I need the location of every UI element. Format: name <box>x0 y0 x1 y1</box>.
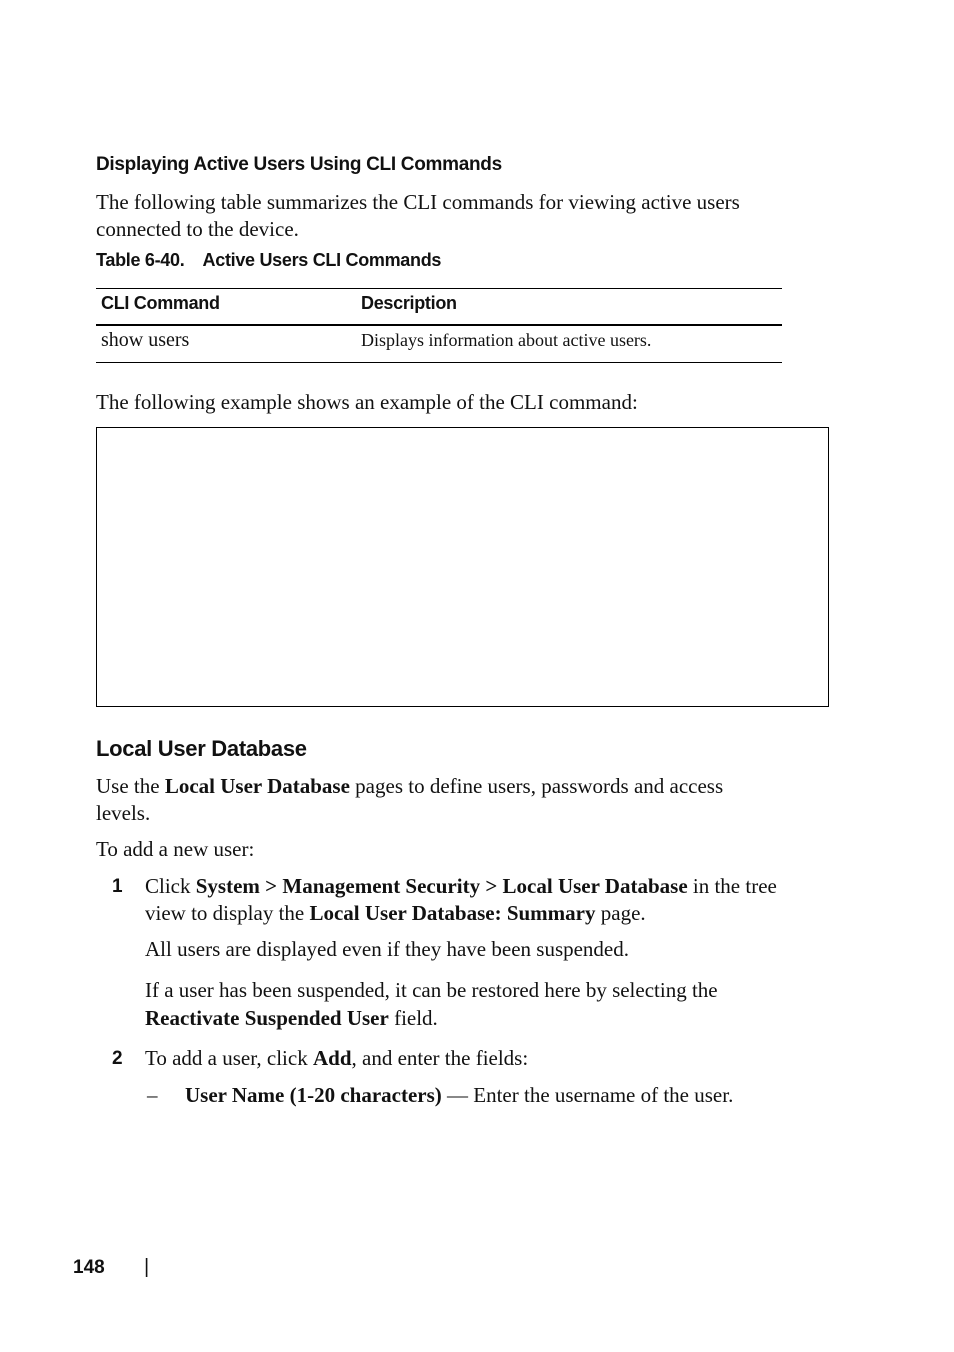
user-name-field-label: User Name (1-20 characters) <box>185 1083 442 1107</box>
intro-line-2: connected to the device. <box>96 217 299 241</box>
table-cell-command: show users <box>101 329 190 351</box>
paragraph-line-2: levels. <box>96 801 151 825</box>
section-heading-active-users: Displaying Active Users Using CLI Commands <box>96 154 502 175</box>
step-2-add-label: Add <box>312 1046 352 1070</box>
p1-text-a: Use the <box>96 774 165 798</box>
table-top-rule <box>96 288 782 289</box>
table-bottom-rule <box>96 362 782 363</box>
step-1-text-c: in the tree <box>687 874 777 898</box>
example-intro: The following example shows an example of the CLI command: <box>96 390 638 414</box>
step-1-page-name: Local User Database: Summary <box>309 901 596 925</box>
cli-example-box <box>96 427 829 707</box>
paragraph-to-add-user: To add a new user: <box>96 837 255 861</box>
step-1-text-a: Click <box>145 874 196 898</box>
step-1-menu-path: System > Management Security > Local User Database <box>195 874 688 898</box>
footer-separator: | <box>144 1256 150 1278</box>
step-1-line-1 <box>145 873 777 900</box>
paragraph-local-user-database <box>96 773 723 800</box>
step-2-number: 2 <box>112 1048 123 1069</box>
table-header-description: Description <box>361 293 457 313</box>
step-1-text-d: view to display the <box>145 901 310 925</box>
table-header-rule <box>96 324 782 326</box>
section-heading-local-user-database: Local User Database <box>96 736 307 761</box>
step-1-note-2-line-1: If a user has been suspended, it can be restored here by selecting the <box>145 978 718 1002</box>
step-1-text-f: page. <box>595 901 646 925</box>
step-1-note-1: All users are displayed even if they have been suspended. <box>145 937 630 961</box>
step-1-reactivate-field: Reactivate Suspended User <box>145 1006 389 1030</box>
table-header-cli-command: CLI Command <box>101 293 220 313</box>
step-1-line-2 <box>145 900 646 927</box>
step-2-bullet-dash: – <box>147 1083 158 1107</box>
step-2-line <box>145 1045 528 1072</box>
table-cell-description: Displays information about active users. <box>361 330 652 350</box>
step-2-text-a: To add a user, click <box>145 1046 313 1070</box>
step-1-note-2-text-c: field. <box>388 1006 438 1030</box>
table-caption: Table 6-40. Active Users CLI Commands <box>96 250 442 270</box>
intro-line-1: The following table summarizes the CLI commands for viewing active users <box>96 190 740 214</box>
step-1-note-2-line-2 <box>145 1005 438 1032</box>
page-number: 148 <box>73 1257 105 1278</box>
step-2-text-c: , and enter the fields: <box>351 1046 529 1070</box>
p1-bold-local-user-database: Local User Database <box>164 774 350 798</box>
user-name-field-description: — Enter the username of the user. <box>441 1083 734 1107</box>
step-2-bullet-user-name <box>185 1082 733 1109</box>
p1-text-c: pages to define users, passwords and access <box>349 774 724 798</box>
step-1-number: 1 <box>112 876 123 897</box>
